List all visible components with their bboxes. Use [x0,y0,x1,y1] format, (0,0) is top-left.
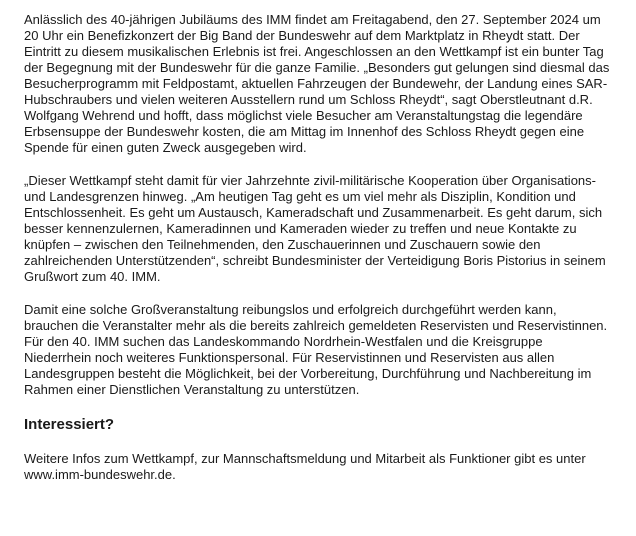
paragraph-pistorius-quote: „Dieser Wettkampf steht damit für vier Jahrzehnte zivil-militärische Kooperation über Organisations- und Landesgrenzen hinweg. „Am heutigen Tag geht es um viel mehr als Disziplin, Kondition und Entschlossenheit. Es geht um Austausch, Kameradschaft und Zusammenarbeit. Es geht darum, sich besser kennenzulernen, Kameradinnen und Kameraden wieder zu treffen und neue Kontakte zu knüpfen – zwischen den Teilnehmenden, den Zuschauerinnen und Zuschauern sowie den zahlreichenden Unterstützenden“, schreibt Bundesminister der Verteidigung Boris Pistorius in seinem Grußwort zum 40. IMM. [24,173,606,284]
paragraph-concert: Anlässlich des 40-jährigen Jubiläums des IMM findet am Freitagabend, den 27. September 2024 um 20 Uhr ein Benefizkonzert der Big Band der Bundeswehr auf dem Marktplatz in Rheydt statt. Der Eintritt zu diesem musikalischen Erlebnis ist frei. Angeschlossen an den Wettkampf ist ein bunter Tag der Begegnung mit der Bundeswehr für die ganze Familie. „Besonders gut gelungen sind diesmal das Besucherprogramm mit Feldpostamt, aktuellen Fahrzeugen der Bundewehr, der Landung eines SAR-Hubschraubers und vielen weiteren Ausstellern rund um Schloss Rheydt“, sagt Oberstleutnant d.R. Wolfgang Wehrend und hofft, dass möglichst viele Besucher am Veranstaltungstag die legendäre Erbsensuppe der Bundeswehr kosten, die am Mittag im Innenhof des Schloss Rheydt gegen eine Spende für einen guten Zweck ausgegeben wird. [24,12,610,155]
paragraph-volunteers: Damit eine solche Großveranstaltung reibungslos und erfolgreich durchgeführt werden kann, brauchen die Veranstalter mehr als die bereits zahlreich gemeldeten Reservisten und Reservistinnen. Für den 40. IMM suchen das Landeskommando Nordrhein-Westfalen und die Kreisgruppe Niederrhein noch weiteres Funktionspersonal. Für Reservistinnen und Reservisten aus allen Landesgruppen besteht die Möglichkeit, bei der Vorbereitung, Durchführung und Nachbereitung im Rahmen einer Dienstlichen Veranstaltung zu unterstützen. [24,302,608,397]
paragraph-more-info: Weitere Infos zum Wettkampf, zur Mannschaftsmeldung und Mitarbeit als Funktioner gibt es unter www.imm-bundeswehr.de. [24,451,586,482]
section-heading: Interessiert? [24,416,115,433]
